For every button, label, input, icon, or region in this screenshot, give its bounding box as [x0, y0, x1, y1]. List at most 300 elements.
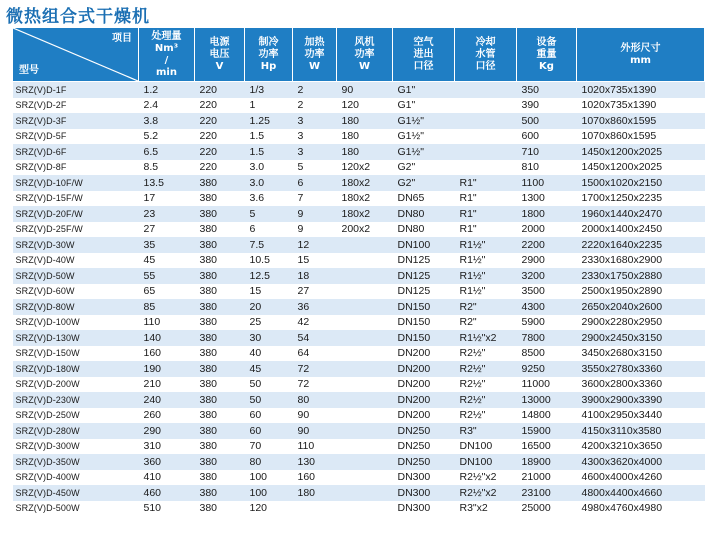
table-cell: 23100 — [517, 485, 577, 501]
table-cell: 380 — [195, 191, 245, 207]
table-cell: 18 — [293, 268, 337, 284]
table-cell: 3.6 — [245, 191, 293, 207]
column-header-heating-power — [293, 28, 337, 82]
table-cell: 2500x1950x2890 — [577, 284, 705, 300]
table-cell: 220 — [195, 82, 245, 98]
table-cell: 380 — [195, 439, 245, 455]
table-cell: 4100x2950x3440 — [577, 408, 705, 424]
table-cell: R1½" — [455, 268, 517, 284]
table-cell: G2" — [393, 175, 455, 191]
table-row — [13, 222, 705, 238]
table-cell: DN125 — [393, 268, 455, 284]
table-cell — [337, 454, 393, 470]
table-cell: 380 — [195, 361, 245, 377]
table-cell: DN150 — [393, 330, 455, 346]
table-cell: 500 — [517, 113, 577, 129]
model-cell: SRZ(V)D-8F — [13, 160, 139, 176]
column-header-line: 电源 — [209, 36, 230, 48]
column-header-line: 外形尺寸 — [620, 42, 661, 54]
table-cell — [337, 330, 393, 346]
table-cell: 16500 — [517, 439, 577, 455]
table-cell: 310 — [139, 439, 195, 455]
table-cell: R3"x2 — [455, 501, 517, 517]
model-cell: SRZ(V)D-40W — [13, 253, 139, 269]
table-cell: 25000 — [517, 501, 577, 517]
table-row — [13, 470, 705, 486]
table-cell: 190 — [139, 361, 195, 377]
model-cell: SRZ(V)D-15F/W — [13, 191, 139, 207]
table-cell: 380 — [195, 346, 245, 362]
table-cell — [455, 113, 517, 129]
table-row — [13, 299, 705, 315]
table-cell: 1070x860x1595 — [577, 113, 705, 129]
table-row — [13, 160, 705, 176]
table-cell: 12.5 — [245, 268, 293, 284]
table-cell: 1.5 — [245, 129, 293, 145]
table-row — [13, 408, 705, 424]
model-cell: SRZ(V)D-6F — [13, 144, 139, 160]
table-row — [13, 206, 705, 222]
table-cell: DN200 — [393, 361, 455, 377]
column-header-line: 功率 — [258, 48, 279, 60]
column-header-water-pipe — [455, 28, 517, 82]
column-header-line: 口径 — [413, 60, 434, 72]
table-cell: 100 — [245, 485, 293, 501]
table-cell: 50 — [245, 392, 293, 408]
table-cell — [337, 315, 393, 331]
table-cell: 390 — [517, 98, 577, 114]
table-cell: 1.2 — [139, 82, 195, 98]
table-cell: 2900 — [517, 253, 577, 269]
table-cell: 20 — [245, 299, 293, 315]
model-cell: SRZ(V)D-60W — [13, 284, 139, 300]
table-cell: 380 — [195, 284, 245, 300]
table-cell: 23 — [139, 206, 195, 222]
column-header-line: / — [164, 54, 169, 66]
table-cell: 3.0 — [245, 160, 293, 176]
table-row — [13, 346, 705, 362]
table-row — [13, 113, 705, 129]
table-cell: 90 — [293, 408, 337, 424]
column-header-line: 加热 — [304, 36, 325, 48]
table-cell: DN250 — [393, 439, 455, 455]
table-cell: 120 — [245, 501, 293, 517]
model-cell: SRZ(V)D-30W — [13, 237, 139, 253]
column-header-dimensions — [577, 28, 705, 82]
table-cell: 600 — [517, 129, 577, 145]
table-cell: 80 — [293, 392, 337, 408]
table-cell: 21000 — [517, 470, 577, 486]
table-cell: 55 — [139, 268, 195, 284]
table-cell: 4300 — [517, 299, 577, 315]
table-cell: DN100 — [393, 237, 455, 253]
table-row — [13, 501, 705, 517]
table-cell: 54 — [293, 330, 337, 346]
table-cell: 35 — [139, 237, 195, 253]
table-cell: 15 — [293, 253, 337, 269]
table-row — [13, 439, 705, 455]
table-cell: 120x2 — [337, 160, 393, 176]
table-cell: 2220x1640x2235 — [577, 237, 705, 253]
table-header-row — [13, 28, 705, 82]
table-cell — [337, 423, 393, 439]
table-row — [13, 82, 705, 98]
table-cell: 260 — [139, 408, 195, 424]
table-cell: 1 — [245, 98, 293, 114]
table-cell: 110 — [139, 315, 195, 331]
table-cell: 14800 — [517, 408, 577, 424]
table-cell — [455, 144, 517, 160]
table-cell: 72 — [293, 361, 337, 377]
table-cell — [337, 392, 393, 408]
table-cell: 2650x2040x2600 — [577, 299, 705, 315]
table-cell: 1.5 — [245, 144, 293, 160]
table-cell: 65 — [139, 284, 195, 300]
spec-table — [12, 27, 705, 516]
table-cell: 350 — [517, 82, 577, 98]
table-cell: 5 — [245, 206, 293, 222]
model-cell: SRZ(V)D-80W — [13, 299, 139, 315]
table-row — [13, 237, 705, 253]
column-header-cooling-power — [245, 28, 293, 82]
table-cell: R2½" — [455, 377, 517, 393]
table-cell: 90 — [337, 82, 393, 98]
table-cell: R1½" — [455, 237, 517, 253]
table-cell: 380 — [195, 175, 245, 191]
table-cell: 3500 — [517, 284, 577, 300]
table-cell: 27 — [139, 222, 195, 238]
column-header-line: 功率 — [354, 48, 375, 60]
model-cell: SRZ(V)D-150W — [13, 346, 139, 362]
table-cell: 3450x2680x3150 — [577, 346, 705, 362]
column-header-line: Hp — [260, 60, 277, 72]
table-cell: 240 — [139, 392, 195, 408]
model-cell: SRZ(V)D-3F — [13, 113, 139, 129]
table-cell — [337, 346, 393, 362]
table-cell: DN80 — [393, 206, 455, 222]
table-cell: 64 — [293, 346, 337, 362]
table-cell — [337, 439, 393, 455]
table-cell: DN300 — [393, 485, 455, 501]
table-cell: DN300 — [393, 470, 455, 486]
table-row — [13, 268, 705, 284]
table-cell: 60 — [245, 408, 293, 424]
table-cell — [455, 160, 517, 176]
table-cell: 2000x1400x2450 — [577, 222, 705, 238]
table-cell: 2 — [293, 98, 337, 114]
table-cell: R2½" — [455, 408, 517, 424]
table-cell: 15900 — [517, 423, 577, 439]
table-cell: DN150 — [393, 315, 455, 331]
table-cell: 380 — [195, 377, 245, 393]
table-cell: 3550x2780x3360 — [577, 361, 705, 377]
table-cell — [455, 129, 517, 145]
table-cell: DN200 — [393, 408, 455, 424]
table-cell: R2½"x2 — [455, 470, 517, 486]
table-cell: 380 — [195, 501, 245, 517]
table-cell: 1.25 — [245, 113, 293, 129]
table-cell: 17 — [139, 191, 195, 207]
table-cell: 1500x1020x2150 — [577, 175, 705, 191]
table-cell: 1070x860x1595 — [577, 129, 705, 145]
table-cell: 18900 — [517, 454, 577, 470]
table-cell: 13.5 — [139, 175, 195, 191]
table-cell: 7 — [293, 191, 337, 207]
table-row — [13, 315, 705, 331]
table-cell — [337, 284, 393, 300]
table-cell: 100 — [245, 470, 293, 486]
column-header-line: 处理量 — [151, 30, 182, 42]
table-cell: 180 — [337, 144, 393, 160]
table-cell: R2½" — [455, 361, 517, 377]
table-cell: DN100 — [455, 439, 517, 455]
table-cell: 5 — [293, 160, 337, 176]
table-cell: 220 — [195, 98, 245, 114]
table-cell: DN200 — [393, 392, 455, 408]
column-header-line: V — [215, 60, 224, 72]
table-row — [13, 423, 705, 439]
table-cell: 380 — [195, 485, 245, 501]
table-cell — [455, 98, 517, 114]
table-row — [13, 144, 705, 160]
column-header-line: min — [156, 66, 177, 78]
table-cell: R2" — [455, 299, 517, 315]
table-cell: G1½" — [393, 113, 455, 129]
column-header-line: 水管 — [475, 48, 496, 60]
table-cell: 2330x1750x2880 — [577, 268, 705, 284]
table-cell: 1450x1200x2025 — [577, 160, 705, 176]
table-row — [13, 361, 705, 377]
column-header-line: 口径 — [475, 60, 496, 72]
table-cell: 13000 — [517, 392, 577, 408]
table-cell: 810 — [517, 160, 577, 176]
table-cell: 1300 — [517, 191, 577, 207]
table-cell: 360 — [139, 454, 195, 470]
column-header-line: 电压 — [209, 48, 230, 60]
table-cell: 5900 — [517, 315, 577, 331]
table-cell: 1020x735x1390 — [577, 82, 705, 98]
table-cell — [337, 361, 393, 377]
table-cell: R2½" — [455, 392, 517, 408]
table-cell: 120 — [337, 98, 393, 114]
model-cell: SRZ(V)D-300W — [13, 439, 139, 455]
table-cell — [293, 501, 337, 517]
table-cell: 50 — [245, 377, 293, 393]
table-cell: 220 — [195, 113, 245, 129]
model-cell: SRZ(V)D-1F — [13, 82, 139, 98]
table-cell: 2 — [293, 82, 337, 98]
table-cell: 380 — [195, 299, 245, 315]
table-cell: 210 — [139, 377, 195, 393]
table-row — [13, 377, 705, 393]
table-cell: R2" — [455, 315, 517, 331]
table-cell: R1½" — [455, 284, 517, 300]
table-cell: R2½"x2 — [455, 485, 517, 501]
table-cell: 85 — [139, 299, 195, 315]
table-cell: 3 — [293, 113, 337, 129]
table-cell: DN80 — [393, 222, 455, 238]
table-cell: 15 — [245, 284, 293, 300]
model-cell: SRZ(V)D-250W — [13, 408, 139, 424]
table-cell: 380 — [195, 408, 245, 424]
table-cell — [337, 501, 393, 517]
table-cell: 4600x4000x4260 — [577, 470, 705, 486]
table-cell: 9 — [293, 206, 337, 222]
table-cell: 4980x4760x4980 — [577, 501, 705, 517]
model-cell: SRZ(V)D-100W — [13, 315, 139, 331]
table-cell: DN150 — [393, 299, 455, 315]
table-cell: 180x2 — [337, 175, 393, 191]
column-header-voltage — [195, 28, 245, 82]
table-row — [13, 392, 705, 408]
model-cell: SRZ(V)D-130W — [13, 330, 139, 346]
model-cell: SRZ(V)D-350W — [13, 454, 139, 470]
table-cell: 160 — [293, 470, 337, 486]
table-cell: 12 — [293, 237, 337, 253]
table-cell: 3.0 — [245, 175, 293, 191]
table-cell: 380 — [195, 454, 245, 470]
table-cell: 410 — [139, 470, 195, 486]
table-cell: 3 — [293, 144, 337, 160]
table-cell: 1700x1250x2235 — [577, 191, 705, 207]
model-cell: SRZ(V)D-10F/W — [13, 175, 139, 191]
table-cell: R1" — [455, 206, 517, 222]
header-corner-cell — [13, 28, 139, 82]
table-cell: 180x2 — [337, 191, 393, 207]
table-cell: DN200 — [393, 346, 455, 362]
table-cell: R1" — [455, 222, 517, 238]
table-cell: 110 — [293, 439, 337, 455]
table-cell: 2900x2280x2950 — [577, 315, 705, 331]
column-header-line: 空气 — [413, 36, 434, 48]
model-cell: SRZ(V)D-25F/W — [13, 222, 139, 238]
table-cell: 160 — [139, 346, 195, 362]
model-cell: SRZ(V)D-500W — [13, 501, 139, 517]
table-cell — [337, 237, 393, 253]
table-row — [13, 454, 705, 470]
table-cell: 180 — [337, 113, 393, 129]
table-cell: 30 — [245, 330, 293, 346]
model-cell: SRZ(V)D-5F — [13, 129, 139, 145]
table-cell: R1½" — [455, 253, 517, 269]
table-cell: 180x2 — [337, 206, 393, 222]
table-cell: 2.4 — [139, 98, 195, 114]
table-row — [13, 330, 705, 346]
corner-label-model: 型号 — [19, 65, 39, 76]
table-cell: 5.2 — [139, 129, 195, 145]
table-cell: 6.5 — [139, 144, 195, 160]
table-cell: 4800x4400x4660 — [577, 485, 705, 501]
column-header-line: 设备 — [536, 36, 557, 48]
table-cell: 36 — [293, 299, 337, 315]
table-cell: DN250 — [393, 423, 455, 439]
table-cell: 2200 — [517, 237, 577, 253]
model-cell: SRZ(V)D-450W — [13, 485, 139, 501]
table-cell: 380 — [195, 330, 245, 346]
table-cell — [337, 485, 393, 501]
table-row — [13, 284, 705, 300]
model-cell: SRZ(V)D-280W — [13, 423, 139, 439]
table-cell: 45 — [245, 361, 293, 377]
table-cell: 3 — [293, 129, 337, 145]
table-cell: 42 — [293, 315, 337, 331]
table-cell: 3.8 — [139, 113, 195, 129]
column-header-line: W — [308, 60, 321, 72]
table-cell: R1½"x2 — [455, 330, 517, 346]
table-cell: R2½" — [455, 346, 517, 362]
table-cell: DN125 — [393, 253, 455, 269]
table-cell: 380 — [195, 206, 245, 222]
table-cell: 1100 — [517, 175, 577, 191]
table-cell: 60 — [245, 423, 293, 439]
column-header-weight — [517, 28, 577, 82]
table-cell: DN100 — [455, 454, 517, 470]
table-cell: DN300 — [393, 501, 455, 517]
table-cell: 40 — [245, 346, 293, 362]
table-cell: 11000 — [517, 377, 577, 393]
table-cell — [337, 377, 393, 393]
table-cell: 45 — [139, 253, 195, 269]
table-cell: 90 — [293, 423, 337, 439]
table-cell: 1960x1440x2470 — [577, 206, 705, 222]
model-cell: SRZ(V)D-230W — [13, 392, 139, 408]
table-cell — [455, 82, 517, 98]
column-header-line: Kg — [539, 60, 554, 72]
table-cell: G1½" — [393, 144, 455, 160]
table-cell: 2000 — [517, 222, 577, 238]
table-cell: R1" — [455, 175, 517, 191]
table-body — [13, 82, 705, 517]
column-header-line: 进出 — [413, 48, 434, 60]
column-header-flow — [139, 28, 195, 82]
table-cell: 380 — [195, 423, 245, 439]
column-header-line: W — [358, 60, 371, 72]
table-cell: 130 — [293, 454, 337, 470]
table-cell: 7.5 — [245, 237, 293, 253]
table-cell — [337, 470, 393, 486]
table-cell: 380 — [195, 392, 245, 408]
table-cell — [337, 268, 393, 284]
column-header-line: 功率 — [304, 48, 325, 60]
table-cell: 4150x3110x3580 — [577, 423, 705, 439]
table-cell: 27 — [293, 284, 337, 300]
table-cell: 220 — [195, 144, 245, 160]
table-row — [13, 98, 705, 114]
column-header-line: mm — [630, 54, 651, 66]
column-header-fan-power — [337, 28, 393, 82]
table-cell: 3900x2900x3390 — [577, 392, 705, 408]
model-cell: SRZ(V)D-20F/W — [13, 206, 139, 222]
table-cell: 380 — [195, 268, 245, 284]
table-cell: 200x2 — [337, 222, 393, 238]
table-cell: 220 — [195, 129, 245, 145]
table-cell: G2" — [393, 160, 455, 176]
table-cell: DN65 — [393, 191, 455, 207]
table-cell: 380 — [195, 253, 245, 269]
table-cell: 6 — [245, 222, 293, 238]
table-cell: 1450x1200x2025 — [577, 144, 705, 160]
column-header-line: 风机 — [354, 36, 375, 48]
column-header-air-port — [393, 28, 455, 82]
table-cell: 180 — [337, 129, 393, 145]
table-cell — [337, 408, 393, 424]
table-row — [13, 129, 705, 145]
table-cell: R1" — [455, 191, 517, 207]
table-cell: 25 — [245, 315, 293, 331]
table-cell: 10.5 — [245, 253, 293, 269]
table-cell: 380 — [195, 315, 245, 331]
table-cell — [337, 299, 393, 315]
